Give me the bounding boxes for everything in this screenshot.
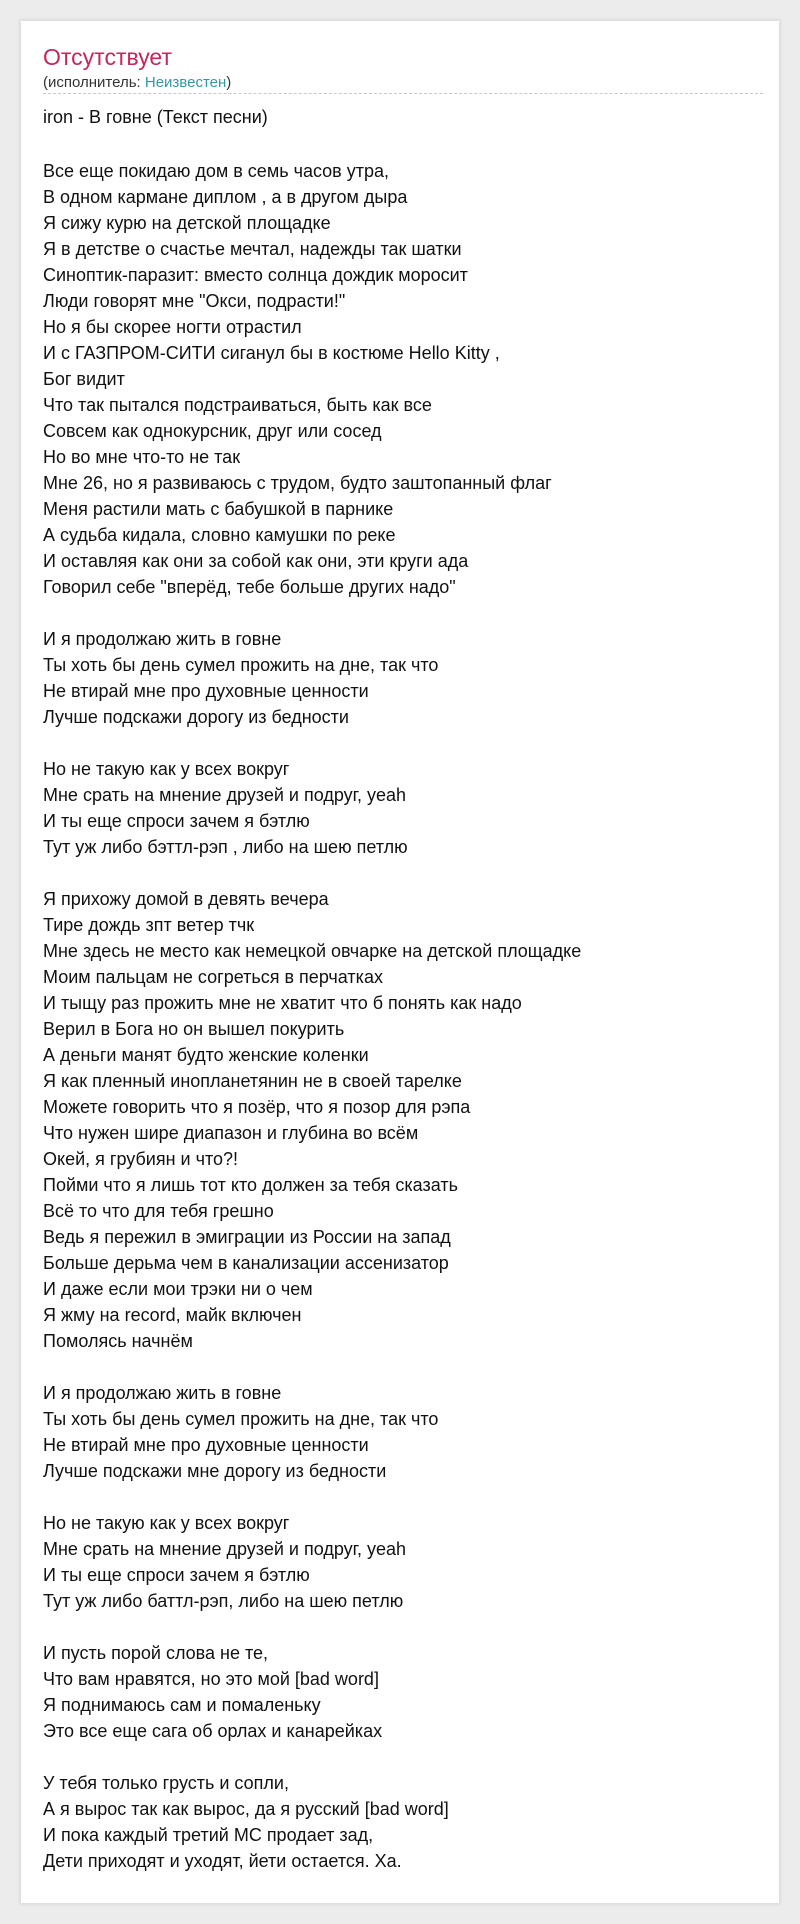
lyric-line: У тебя только грусть и сопли, xyxy=(43,1773,289,1793)
lyric-line: Тут уж либо бэттл-рэп , либо на шею петлю xyxy=(43,837,408,857)
lyric-line: Бог видит xyxy=(43,369,125,389)
lyric-line: Мне 26, но я развиваюсь с трудом, будто заштопанный флаг xyxy=(43,473,552,493)
song-heading: iron - В говне (Текст песни) xyxy=(43,107,268,127)
lyric-line: Ведь я пережил в эмиграции из России на запад xyxy=(43,1227,451,1247)
lyric-line: Мне срать на мнение друзей и подруг, yeah xyxy=(43,785,407,805)
lyric-line: Но я бы скорее ногти отрастил xyxy=(43,317,302,337)
lyric-line: Что так пытался подстраиваться, быть как все xyxy=(43,395,432,415)
lyric-line: Совсем как однокурсник, друг или сосед xyxy=(43,421,382,441)
artist-line xyxy=(43,74,231,92)
lyric-line: И я продолжаю жить в говне xyxy=(43,1383,282,1403)
lyric-line: И тыщу раз прожить мне не хватит что б понять как надо xyxy=(43,993,522,1013)
lyric-line: Что нужен шире диапазон и глубина во всём xyxy=(43,1123,419,1143)
song-title: Отсутствует xyxy=(43,44,172,70)
lyric-line: Ты хоть бы день сумел прожить на дне, так что xyxy=(43,655,439,675)
lyric-line: И пока каждый третий MC продает зад, xyxy=(43,1825,374,1845)
lyric-blank-line xyxy=(43,730,763,756)
lyric-line: Синоптик-паразит: вместо солнца дождик моросит xyxy=(43,265,468,285)
lyric-line: Ты хоть бы день сумел прожить на дне, так что xyxy=(43,1409,439,1429)
lyric-line: И ты еще спроси зачем я бэтлю xyxy=(43,811,310,831)
lyric-line: Меня растили мать с бабушкой в парнике xyxy=(43,499,394,519)
lyric-blank-line xyxy=(43,860,763,886)
lyric-line: Говорил себе "вперёд, тебе больше других надо" xyxy=(43,577,456,597)
lyric-blank-line xyxy=(43,600,763,626)
lyric-line: И оставляя как они за собой как они, эти круги ада xyxy=(43,551,469,571)
lyric-blank-line xyxy=(43,1614,763,1640)
artist-prefix: (исполнитель: xyxy=(43,74,145,91)
lyric-line: А судьба кидала, словно камушки по реке xyxy=(43,525,396,545)
lyric-line: Не втирай мне про духовные ценности xyxy=(43,1435,369,1455)
lyric-blank-line xyxy=(43,1744,763,1770)
lyric-line: Все еще покидаю дом в семь часов утра, xyxy=(43,161,389,181)
lyric-line: Окей, я грубиян и что?! xyxy=(43,1149,239,1169)
lyric-line: Помолясь начнём xyxy=(43,1331,193,1351)
lyric-line: Но не такую как у всех вокруг xyxy=(43,759,290,779)
lyric-line: Люди говорят мне "Окси, подрасти!" xyxy=(43,291,346,311)
lyric-line: И пусть порой слова не те, xyxy=(43,1643,269,1663)
lyric-line: Всё то что для тебя грешно xyxy=(43,1201,274,1221)
lyric-line: А я вырос так как вырос, да я русский [bad word] xyxy=(43,1799,449,1819)
lyric-line: И ты еще спроси зачем я бэтлю xyxy=(43,1565,310,1585)
title-divider xyxy=(43,93,763,94)
lyric-line: Можете говорить что я позёр, что я позор для рэпа xyxy=(43,1097,471,1117)
lyric-line: Я прихожу домой в девять вечера xyxy=(43,889,329,909)
lyric-line: Я как пленный инопланетянин не в своей тарелке xyxy=(43,1071,462,1091)
lyric-line: Мне здесь не место как немецкой овчарке на детской площадке xyxy=(43,941,582,961)
lyric-line: Тире дождь зпт ветер тчк xyxy=(43,915,255,935)
lyric-line: Верил в Бога но он вышел покурить xyxy=(43,1019,345,1039)
lyric-line: Больше дерьма чем в канализации ассенизатор xyxy=(43,1253,449,1273)
lyrics-body xyxy=(43,158,763,1874)
lyric-line: В одном кармане диплом , а в другом дыра xyxy=(43,187,408,207)
lyric-line: Лучше подскажи дорогу из бедности xyxy=(43,707,349,727)
lyric-line: Я поднимаюсь сам и помаленьку xyxy=(43,1695,321,1715)
lyric-line: Мне срать на мнение друзей и подруг, yeah xyxy=(43,1539,407,1559)
lyric-line: Что вам нравятся, но это мой [bad word] xyxy=(43,1669,379,1689)
lyrics-card xyxy=(20,20,780,1904)
lyric-line: А деньги манят будто женские коленки xyxy=(43,1045,369,1065)
lyric-line: Лучше подскажи мне дорогу из бедности xyxy=(43,1461,387,1481)
artist-link[interactable]: Неизвестен xyxy=(144,74,227,91)
lyric-blank-line xyxy=(43,1354,763,1380)
lyric-line: Моим пальцам не согреться в перчатках xyxy=(43,967,383,987)
lyric-line: И даже если мои трэки ни о чем xyxy=(43,1279,313,1299)
lyric-line: Я сижу курю на детской площадке xyxy=(43,213,331,233)
lyric-line: Пойми что я лишь тот кто должен за тебя сказать xyxy=(43,1175,458,1195)
lyric-line: Я в детстве о счастье мечтал, надежды так шатки xyxy=(43,239,462,259)
lyric-line: И с ГАЗПРОМ-СИТИ сиганул бы в костюме Hello Kitty , xyxy=(43,343,500,363)
lyric-line: Но не такую как у всех вокруг xyxy=(43,1513,290,1533)
lyric-line: Это все еще сага об орлах и канарейках xyxy=(43,1721,383,1741)
lyric-line: Я жму на record, майк включен xyxy=(43,1305,302,1325)
lyric-line: Но во мне что-то не так xyxy=(43,447,241,467)
lyric-line: Дети приходят и уходят, йети остается. Ха. xyxy=(43,1851,402,1871)
artist-suffix: ) xyxy=(226,74,232,91)
lyric-line: Тут уж либо баттл-рэп, либо на шею петлю xyxy=(43,1591,404,1611)
lyric-line: И я продолжаю жить в говне xyxy=(43,629,282,649)
lyric-blank-line xyxy=(43,1484,763,1510)
lyric-line: Не втирай мне про духовные ценности xyxy=(43,681,369,701)
